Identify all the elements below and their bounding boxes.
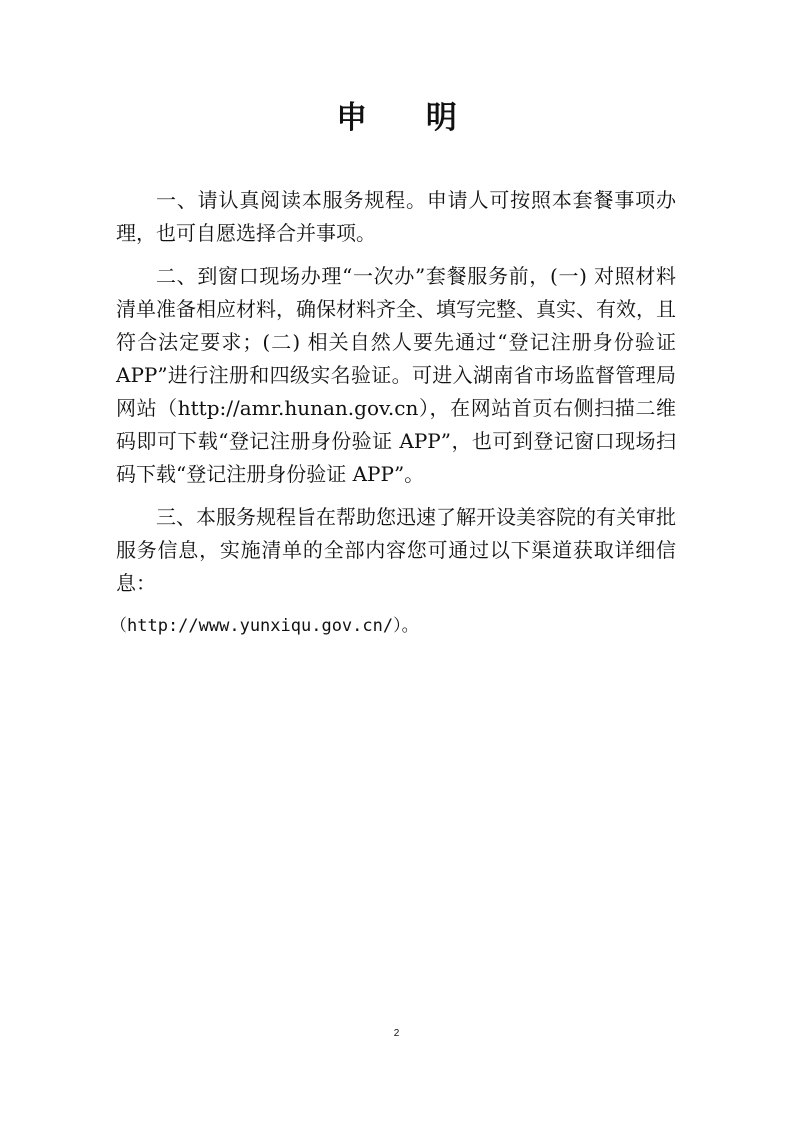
paragraph-2: 二、到窗口现场办理“一次办”套餐服务前，(一) 对照材料清单准备相应材料，确保材料齐全、填写完整、真实、有效，且符合法定要求；(二) 相关自然人要先通过“登记注册身份验证 APP”进行注册和四级实名验证。可进入湖南省市场监督管理局网站（http://amr.hunan.gov.cn），在网站首页右侧扫描二维码即可下载“登记注册身份验证 APP”，也可到登记窗口现场扫码下载“登记注册身份验证 APP”。: [116, 264, 676, 486]
website-link[interactable]: （http://www.yunxiqu.gov.cn/）。: [110, 616, 419, 636]
page-title: 申 明: [336, 100, 481, 136]
paragraph-1: 一、请认真阅读本服务规程。申请人可按照本套餐事项办理，也可自愿选择合并事项。: [116, 188, 676, 245]
declaration-body: [110, 184, 676, 643]
page-number: 2: [393, 1028, 400, 1039]
paragraph-3: 三、本服务规程旨在帮助您迅速了解开设美容院的有关审批服务信息，实施清单的全部内容您可通过以下渠道获取详细信息：: [116, 505, 676, 595]
